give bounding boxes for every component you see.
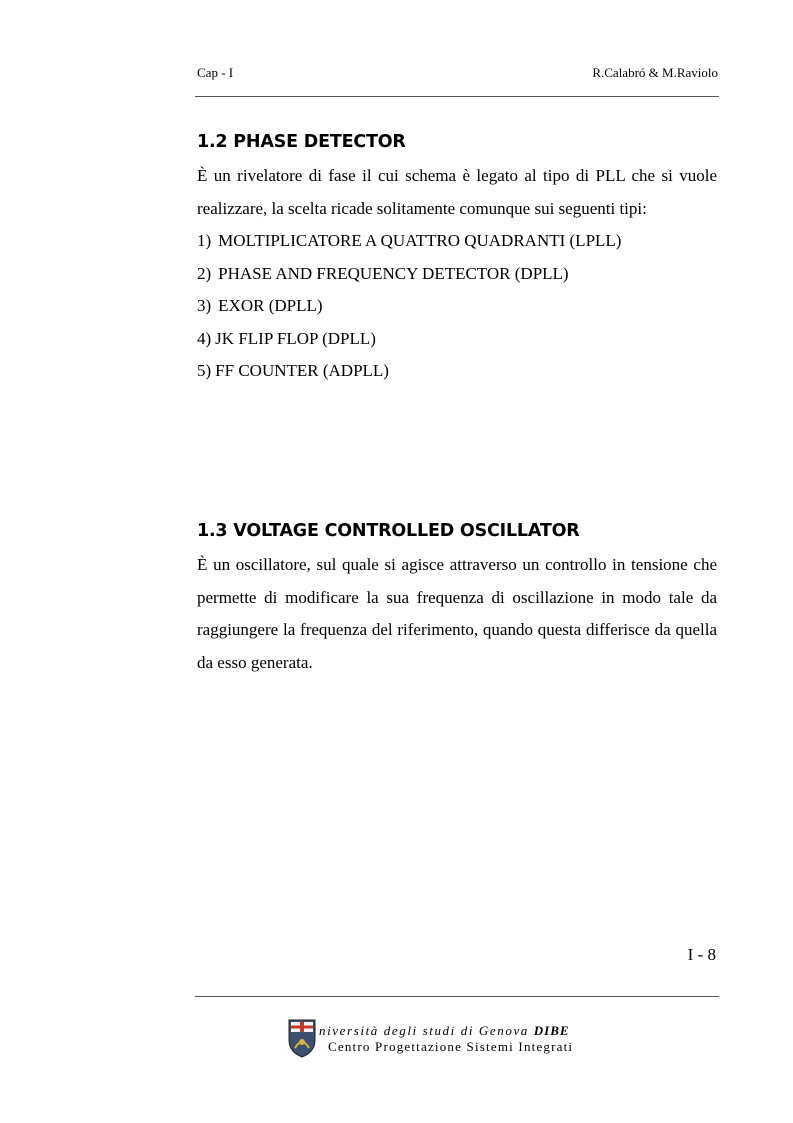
footer-university-line [319,1023,570,1039]
list-item [197,258,717,291]
section-heading-phase-detector: 1.2 PHASE DETECTOR [197,132,406,152]
section-heading-vco: 1.3 VOLTAGE CONTROLLED OSCILLATOR [197,521,580,541]
list-item-text: PHASE AND FREQUENCY DETECTOR (DPLL) [218,263,569,283]
footer [287,1016,607,1060]
list-item-number: 1) [197,231,212,250]
footer-centre-name: Centro Progettazione Sistemi Integrati [328,1039,574,1054]
list-item [197,225,717,258]
page-number: I - 8 [687,945,716,964]
footer-divider [195,996,719,997]
list-item [197,355,717,388]
list-item-number: 2) [197,263,212,283]
header-divider [195,96,719,97]
list-item-number: 3) [197,296,212,315]
header-authors: R.Calabró & M.Raviolo [592,65,718,80]
section-phase-detector [197,130,717,388]
list-item [197,290,717,323]
university-crest-icon [287,1018,317,1058]
list-item-number: 4) [197,328,212,348]
footer-department: DIBE [533,1023,570,1038]
section-paragraph-phase-detector: È un rivelatore di fase il cui schema è legato al tipo di PLL che si vuole realizzare, la scelta ricade solitamente comunque sui seguenti tipi: [197,166,717,218]
header-chapter: Cap - I [197,65,234,80]
list-item [197,323,717,356]
list-item-text: JK FLIP FLOP (DPLL) [215,328,376,348]
footer-university-name: niversità degli studi di Genova [319,1023,529,1038]
list-item-text: FF COUNTER (ADPLL) [215,361,389,380]
section-paragraph-vco: È un oscillatore, sul quale si agisce attraverso un controllo in tensione che permette di modificare la sua frequenza di oscillazione in modo tale da raggiungere la frequenza del riferimento, quando questa differisce da quella da esso generata. [197,555,717,672]
detector-type-list [197,225,717,388]
list-item-text: EXOR (DPLL) [218,296,323,315]
list-item-number: 5) [197,361,212,380]
list-item-text: MOLTIPLICATORE A QUATTRO QUADRANTI (LPLL) [218,231,622,250]
section-vco [197,519,717,679]
